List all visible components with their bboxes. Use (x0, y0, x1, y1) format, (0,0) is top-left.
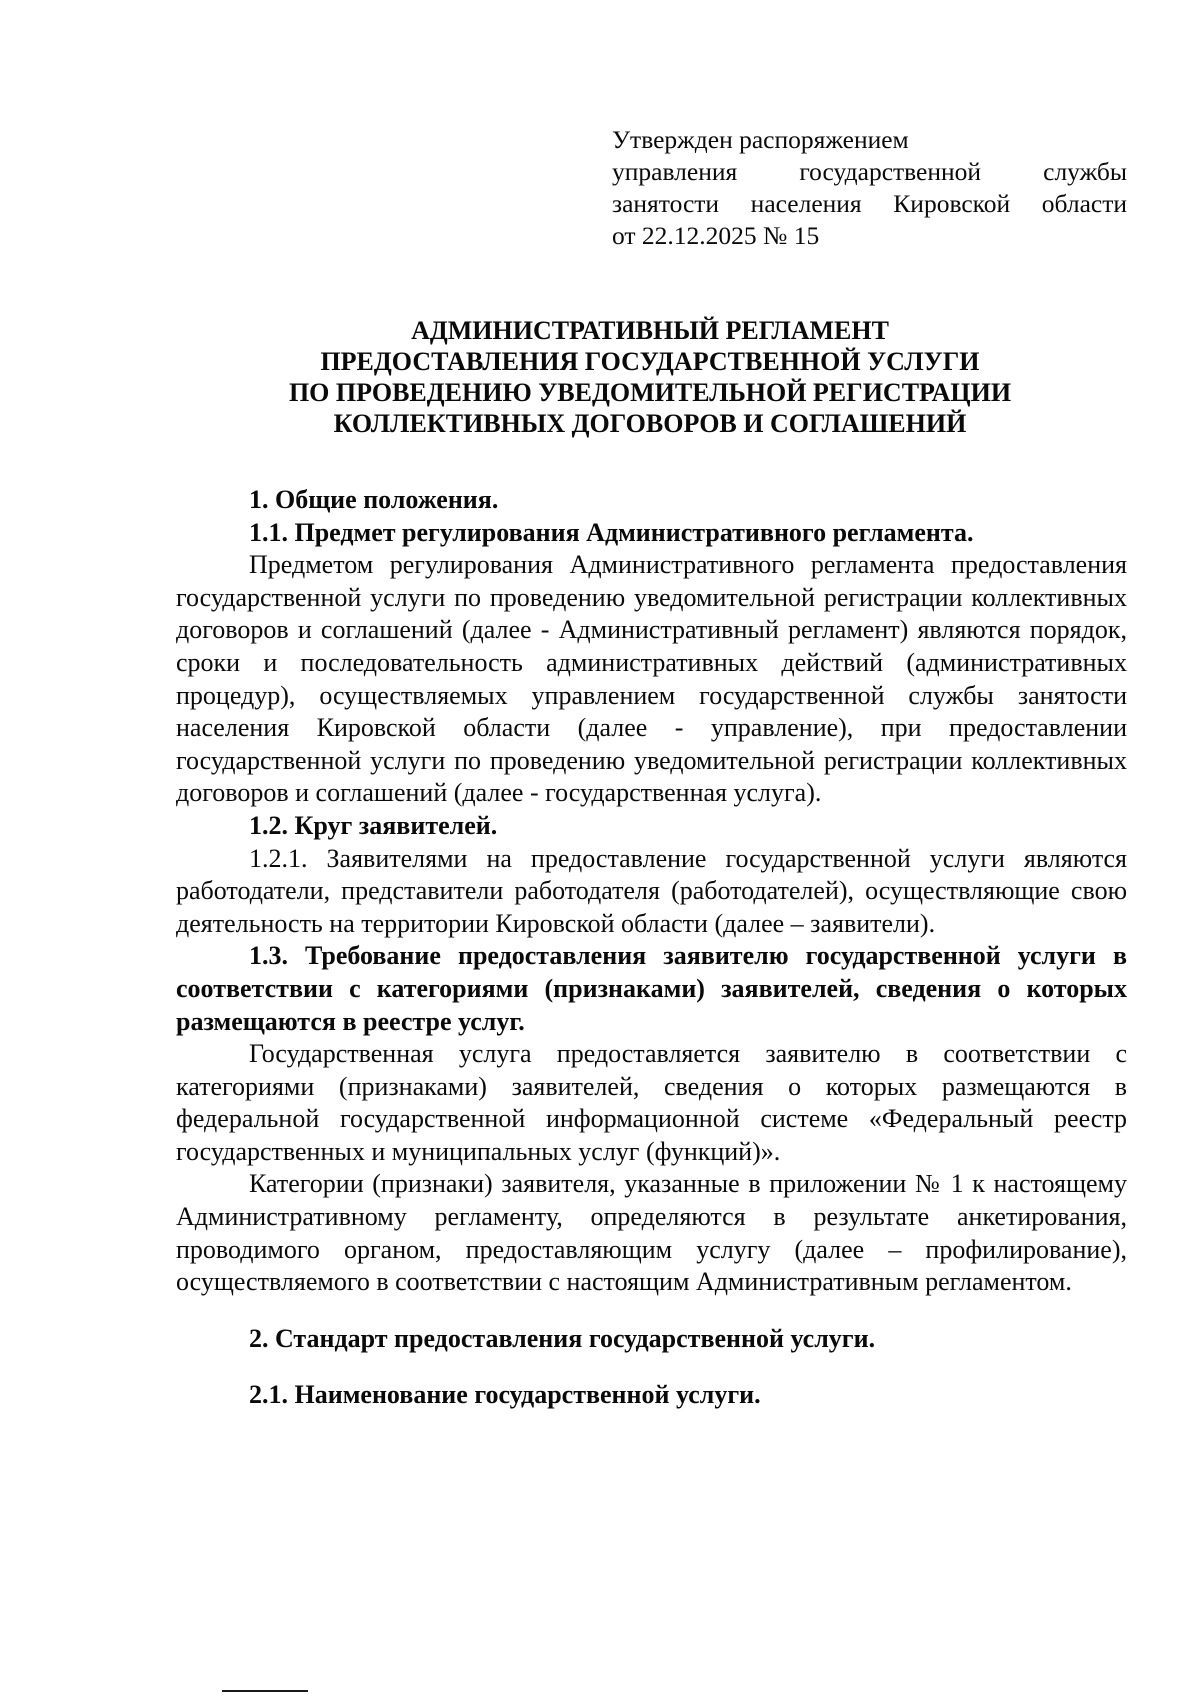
title-line-4: КОЛЛЕКТИВНЫХ ДОГОВОРОВ И СОГЛАШЕНИЙ (333, 409, 967, 438)
title-line-2: ПРЕДОСТАВЛЕНИЯ ГОСУДАРСТВЕННОЙ УСЛУГИ (320, 347, 980, 376)
title-line-3: ПО ПРОВЕДЕНИЮ УВЕДОМИТЕЛЬНОЙ РЕГИСТРАЦИИ (288, 378, 1012, 407)
approval-line-3: занятости населения Кировской области (612, 189, 1127, 218)
approval-line-1: Утвержден распоряжением (612, 125, 909, 154)
footnote-separator (222, 1690, 308, 1692)
approval-line-4: от 22.12.2025 № 15 (612, 221, 820, 250)
section-1-1-paragraph: Предметом регулирования Административного регламента предоставления государственной услуги по проведению уведомительной регистрации коллективных договоров и соглашений (далее - Административный регламент) являются порядок, сроки и последовательность административных действий (административных процедур), осуществляемых управлением государственной службы занятости населения Кировской области (далее - управление), при предоставлении государственной услуги по проведению уведомительной регистрации коллективных договоров и соглашений (далее - государственная услуга). (176, 550, 1127, 808)
section-1-3-heading: 1.3. Требование предоставления заявителю государственной услуги в соответствии с категориями (признаками) заявителей, сведения о которых размещаются в реестре услуг. (176, 941, 1127, 1036)
approval-stamp-block (612, 124, 1127, 252)
section-1-2-1-paragraph: 1.2.1. Заявителями на предоставление государственной услуги являются работодатели, представители работодателя (работодателей), осуществляющие свою деятельность на территории Кировской области (далее – заявители). (176, 843, 1127, 938)
document-title (150, 315, 1150, 439)
approval-line-2: управления государственной службы (612, 157, 1127, 186)
title-line-1: АДМИНИСТРАТИВНЫЙ РЕГЛАМЕНТ (411, 316, 889, 345)
section-1-3-paragraph-1: Государственная услуга предоставляется заявителю в соответствии с категориями (признаками) заявителей, сведения о которых размещаются в федеральной государственной информационной системе «Федеральный реестр государственных и муниципальных услуг (функций)». (176, 1039, 1127, 1166)
spacer (176, 1355, 1127, 1379)
spacer (176, 1299, 1127, 1323)
section-2-1-heading: 2.1. Наименование государственной услуги. (249, 1380, 761, 1410)
section-2-heading: 2. Стандарт предоставления государственной услуги. (249, 1323, 876, 1353)
section-1-heading: 1. Общие положения. (249, 485, 499, 514)
section-1-1-heading: 1.1. Предмет регулирования Административного регламента. (249, 517, 974, 547)
section-1-2-heading: 1.2. Круг заявителей. (249, 810, 498, 840)
section-1-3-paragraph-2: Категории (признаки) заявителя, указанные в приложении № 1 к настоящему Административному регламенту, определяются в результате анкетирования, проводимого органом, предоставляющим услугу (далее – профилирование), осуществляемого в соответствии с настоящим Административным регламентом. (176, 1169, 1127, 1297)
document-body (176, 484, 1127, 1412)
